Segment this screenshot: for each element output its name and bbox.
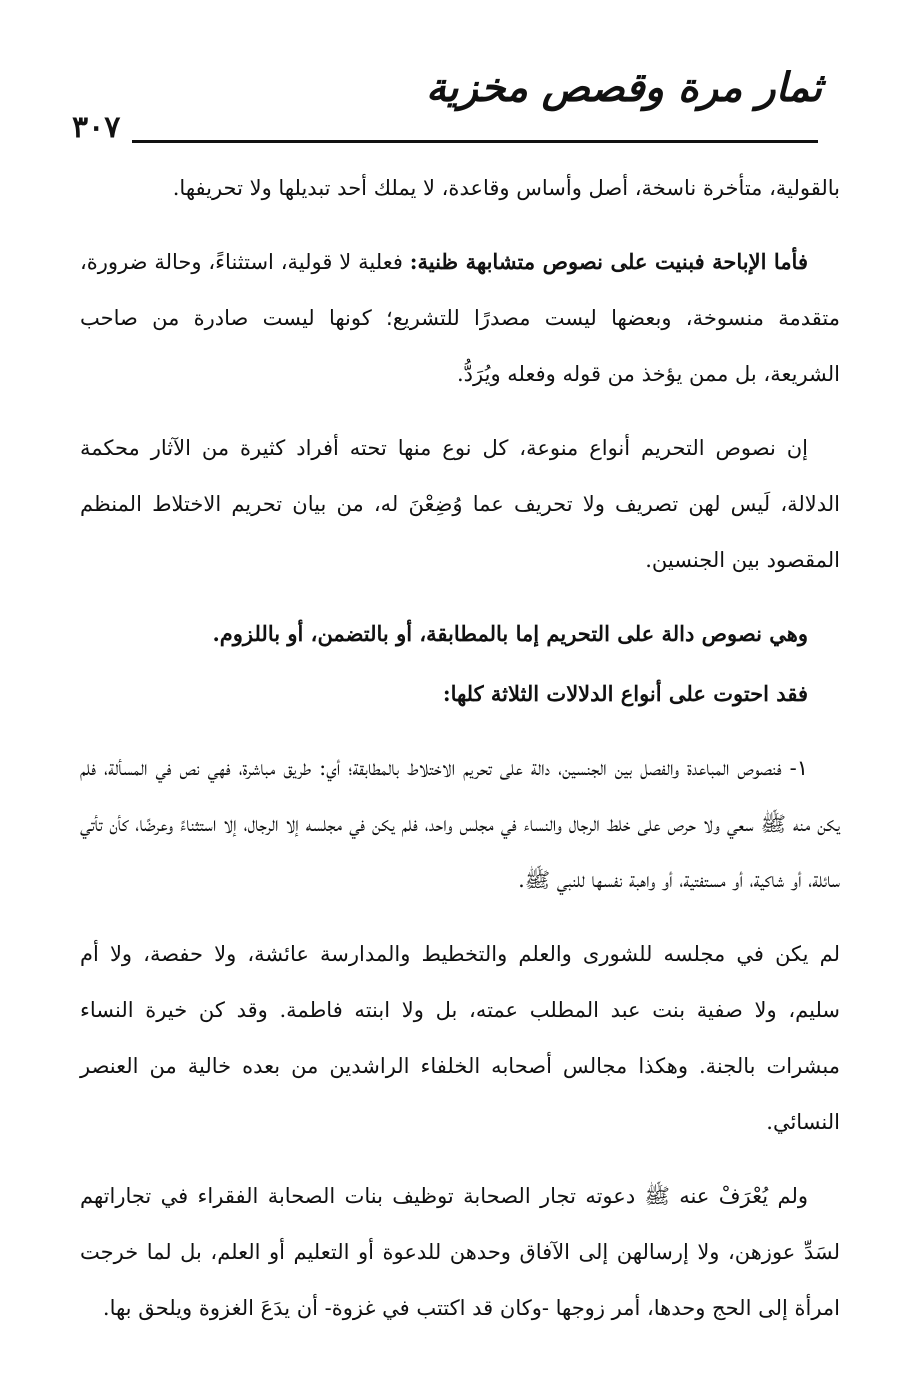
paragraph: لم يكن في مجلسه للشورى والعلم والتخطيط والمدارسة عائشة، ولا حفصة، ولا أم سليم، ولا صفية بنت عبد المطلب عمته، بل ولا ابنته فاطمة. وقد كن خيرة النساء مبشرات بالجنة. وهكذا مجالس أصحابه الخلفاء الراشدين من بعده خالية من العنصر النسائي. (80, 942, 840, 1134)
paragraph-rest: فعلية لا قولية، استثناءً، وحالة ضرورة، متقدمة منسوخة، وبعضها ليست مصدرًا للتشريع؛ كونها ليست صادرة من صاحب الشريعة، بل ممن يؤخذ من قوله وفعله ويُرَدُّ. (80, 250, 840, 386)
running-title: ثمار مرة وقصص مخزية (425, 64, 822, 111)
paragraph (80, 234, 840, 402)
paragraph: ولم يُعْرَفْ عنه ﷺ دعوته تجار الصحابة توظيف بنات الصحابة الفقراء في تجاراتهم لسَدِّ عوزهن، ولا إرسالهن إلى الآفاق وحدهن للدعوة أو التعليم أو العلم، بل لما خرجت امرأة إلى الحج وحدها، أمر زوجها -وكان قد اكتتب في غزوة- أن يدَعَ الغزوة ويلحق بها. (80, 1184, 840, 1320)
header-rule (132, 140, 818, 143)
paragraph: بالقولية، متأخرة ناسخة، أصل وأساس وقاعدة، لا يملك أحد تبديلها ولا تحريفها. (172, 176, 840, 200)
paragraph: وهي نصوص دالة على التحريم إما بالمطابقة، أو بالتضمن، أو باللزوم. (212, 621, 808, 646)
page-header (72, 58, 832, 148)
paragraph: فقد احتوت على أنواع الدلالات الثلاثة كلها: (442, 681, 808, 706)
paragraph: إن نصوص التحريم أنواع منوعة، كل نوع منها تحته أفراد كثيرة من الآثار محكمة الدلالة، لَيس لهن تصريف ولا تحريف عما وُضِعْنَ له، من بيان تحريم الاختلاط المنظم المقصود بين الجنسين. (80, 436, 840, 572)
paragraph: ١- فنصوص المباعدة والفصل بين الجنسين، دالة على تحريم الاختلاط بالمطابقة؛ أي: طريق مباشرة، فهي نص في المسألة، فلم يكن منه ﷺ سعي ولا حرص على خلط الرجال والنساء في مجلس واحد، فلم يكن في مجلسه إلا الرجال، إلا استثناءً وعرضًا، كأن تأتي سائلة، أو شاكية، أو مستفتية، أو واهبة نفسها للنبي ﷺ. (80, 756, 840, 892)
page-body (80, 160, 840, 1354)
lead-phrase: فأما الإباحة فبنيت على نصوص متشابهة ظنية: (409, 249, 808, 274)
page-number: ٣٠٧ (72, 110, 121, 145)
